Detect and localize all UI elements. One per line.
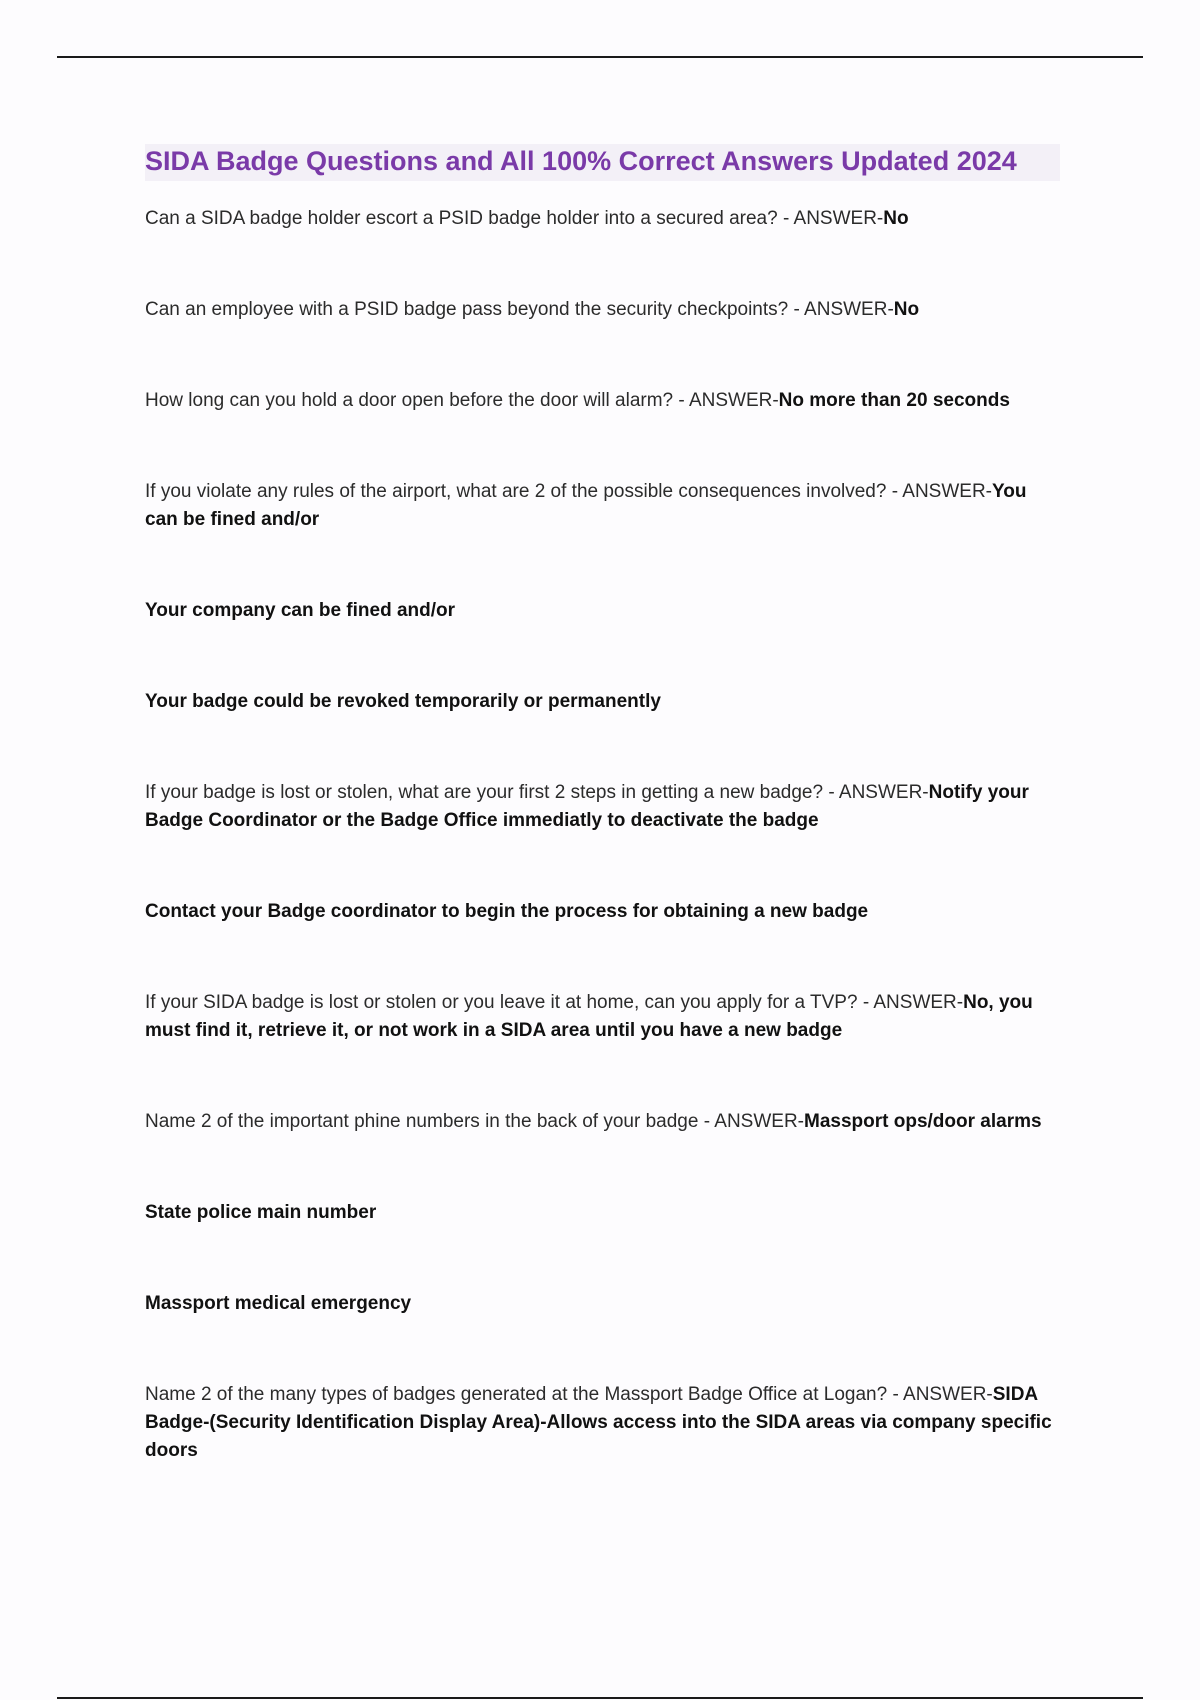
qa-item (145, 898, 1060, 926)
qa-item (145, 387, 1060, 415)
answer-text: No more than 20 seconds (778, 390, 1010, 411)
qa-item (145, 296, 1060, 324)
qa-item (145, 1290, 1060, 1318)
answer-text: Your company can be fined and/or (145, 600, 456, 621)
answer-text: State police main number (145, 1202, 377, 1223)
answer-text: SIDA Badge-(Security Identification Display Area)-Allows access into the SIDA areas via company specific doors (145, 1384, 1052, 1461)
answer-text: Massport ops/door alarms (804, 1111, 1042, 1132)
qa-item (145, 1199, 1060, 1227)
question-text: How long can you hold a door open before the door will alarm? - ANSWER- (145, 390, 779, 411)
answer-text: Contact your Badge coordinator to begin the process for obtaining a new badge (145, 901, 869, 922)
document-body (145, 144, 1060, 1528)
bottom-rule (57, 1697, 1143, 1699)
question-text: If your badge is lost or stolen, what are your first 2 steps in getting a new badge? - ANSWER- (145, 782, 929, 803)
question-text: If your SIDA badge is lost or stolen or you leave it at home, can you apply for a TVP? - ANSWER- (145, 992, 964, 1013)
qa-item (145, 688, 1060, 716)
question-text: Can an employee with a PSID badge pass beyond the security checkpoints? - ANSWER- (145, 299, 894, 320)
question-text: Name 2 of the important phine numbers in the back of your badge - ANSWER- (145, 1111, 804, 1132)
qa-item (145, 478, 1060, 534)
question-text: Can a SIDA badge holder escort a PSID badge holder into a secured area? - ANSWER- (145, 208, 884, 229)
answer-text: Massport medical emergency (145, 1293, 412, 1314)
question-text: If you violate any rules of the airport, what are 2 of the possible consequences involved? - ANSWER- (145, 481, 993, 502)
qa-item (145, 205, 1060, 233)
page-title: SIDA Badge Questions and All 100% Correct Answers Updated 2024 (145, 144, 1060, 181)
qa-item (145, 597, 1060, 625)
qa-item (145, 1108, 1060, 1136)
answer-text: You can be fined and/or (145, 481, 1027, 530)
answer-text: Your badge could be revoked temporarily or permanently (145, 691, 661, 712)
answer-text: No (883, 208, 909, 229)
qa-item (145, 779, 1060, 835)
qa-item (145, 989, 1060, 1045)
answer-text: Notify your Badge Coordinator or the Badge Office immediatly to deactivate the badge (145, 782, 1029, 831)
answer-text: No, you must find it, retrieve it, or not work in a SIDA area until you have a new badge (145, 992, 1033, 1041)
question-text: Name 2 of the many types of badges generated at the Massport Badge Office at Logan? - ANSWER- (145, 1384, 993, 1405)
qa-item (145, 1381, 1060, 1465)
answer-text: No (893, 299, 920, 320)
top-rule (57, 56, 1143, 58)
